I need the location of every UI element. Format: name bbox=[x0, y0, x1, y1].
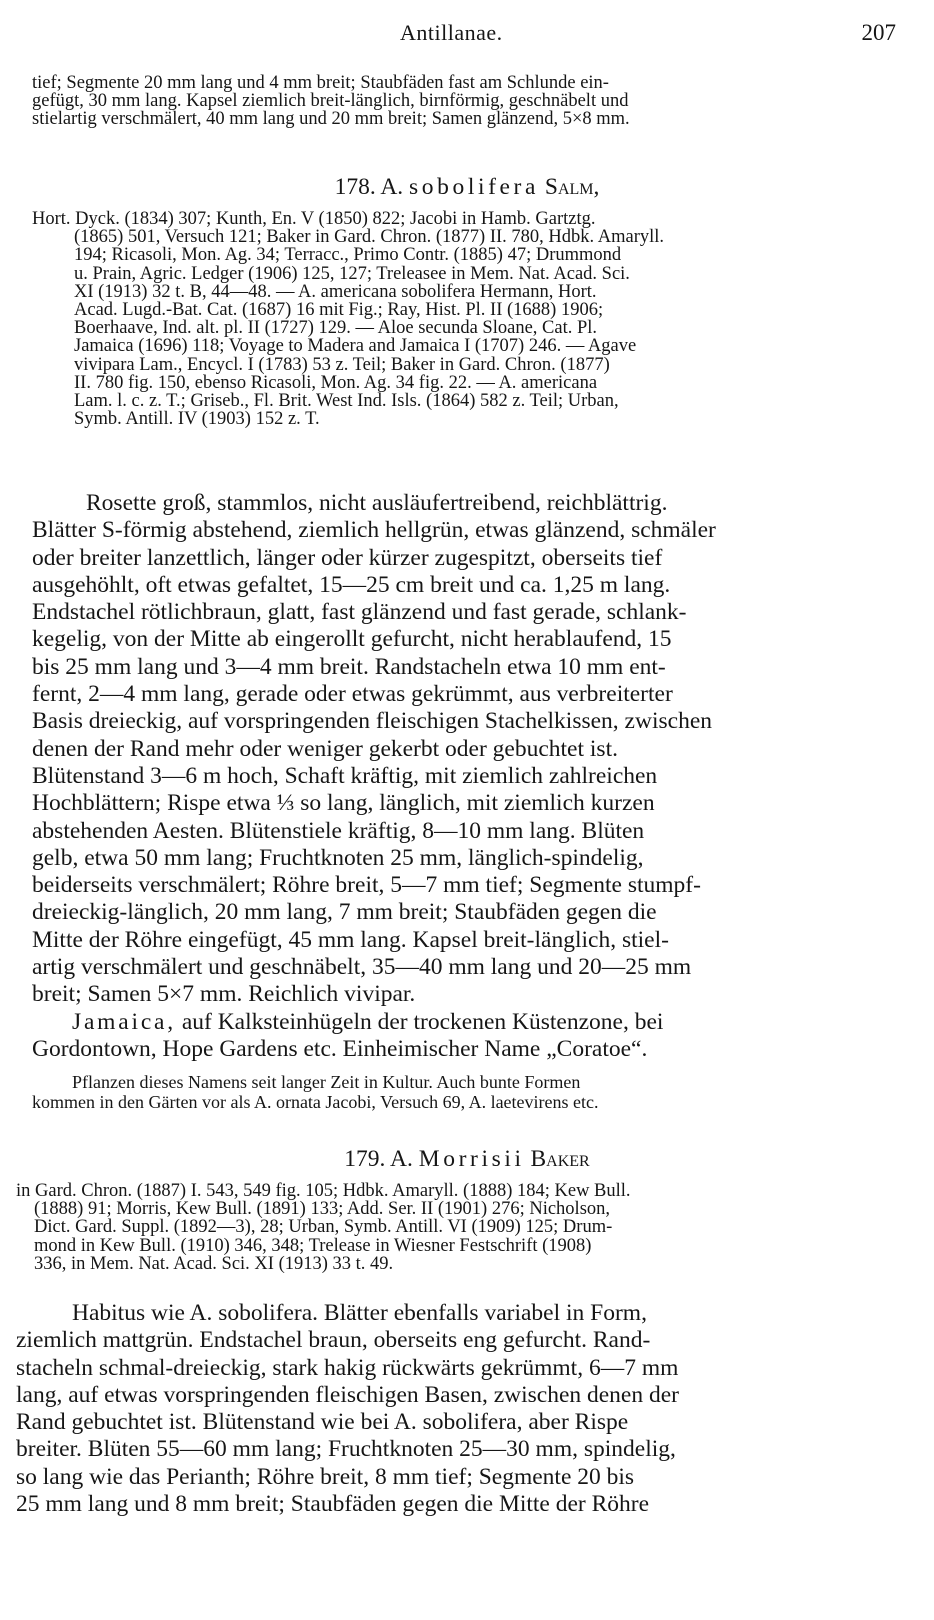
species-epithet: Morrisii bbox=[418, 1146, 525, 1172]
reference-line: Acad. Lugd.-Bat. Cat. (1687) 16 mit Fig.; Ray, Hist. Pl. II (1688) 1906; bbox=[74, 301, 604, 320]
description-line: Blätter S-förmig abstehend, ziemlich hellgrün, etwas glänzend, schmäler bbox=[32, 517, 716, 544]
description-line: Rosette groß, stammlos, nicht ausläufertreibend, reichblättrig. bbox=[86, 490, 668, 516]
references-178 bbox=[32, 210, 902, 428]
reference-line: in Gard. Chron. (1887) I. 543, 549 fig. 105; Hdbk. Amaryll. (1888) 184; Kew Bull. bbox=[16, 1182, 631, 1201]
species-author: Baker bbox=[530, 1146, 590, 1172]
description-line: denen der Rand mehr oder weniger gekerbt oder gebuchtet ist. bbox=[32, 735, 618, 762]
description-line: 25 mm lang und 8 mm breit; Staubfäden gegen die Mitte der Röhre bbox=[16, 1491, 650, 1518]
description-line: fernt, 2—4 mm lang, gerade oder etwas gekrümmt, aus verbreiterter bbox=[32, 681, 673, 708]
description-178 bbox=[32, 490, 904, 1063]
reference-line: (1888) 91; Morris, Kew Bull. (1891) 133; Add. Ser. II (1901) 276; Nicholson, bbox=[34, 1200, 611, 1219]
description-line: artig verschmälert und geschnäbelt, 35—40 mm lang und 20—25 mm bbox=[32, 954, 692, 981]
species-heading-179 bbox=[0, 1146, 934, 1173]
description-line: abstehenden Aesten. Blütenstiele kräftig, 8—10 mm lang. Blüten bbox=[32, 817, 645, 844]
description-179 bbox=[16, 1300, 904, 1518]
description-line: bis 25 mm lang und 3—4 mm breit. Randstacheln etwa 10 mm ent- bbox=[32, 653, 666, 680]
reference-line: II. 780 fig. 150, ebenso Ricasoli, Mon. Ag. 34 fig. 22. — A. americana bbox=[74, 373, 598, 393]
description-line: Habitus wie A. sobolifera. Blätter ebenfalls variabel in Form, bbox=[72, 1300, 647, 1326]
page-number: 207 bbox=[861, 20, 896, 45]
distribution-line bbox=[32, 1009, 904, 1036]
references-179 bbox=[16, 1182, 902, 1273]
reference-line: Symb. Antill. IV (1903) 152 z. T. bbox=[74, 410, 320, 429]
reference-line: mond in Kew Bull. (1910) 346, 348; Trelease in Wiesner Festschrift (1908) bbox=[34, 1236, 592, 1255]
species-author: Salm, bbox=[544, 174, 600, 200]
description-line: beiderseits verschmälert; Röhre breit, 5—7 mm tief; Segmente stumpf- bbox=[32, 872, 701, 899]
reference-line: Dict. Gard. Suppl. (1892—3), 28; Urban, Symb. Antill. VI (1909) 125; Drum- bbox=[34, 1218, 613, 1237]
description-line: Mitte der Röhre eingefügt, 45 mm lang. Kapsel breit-länglich, stiel- bbox=[32, 926, 669, 953]
species-genus: A. bbox=[380, 174, 404, 200]
description-line: so lang wie das Perianth; Röhre breit, 8 mm tief; Segmente 20 bis bbox=[16, 1463, 635, 1490]
description-line: breiter. Blüten 55—60 mm lang; Fruchtknoten 25—30 mm, spindelig, bbox=[16, 1436, 676, 1463]
intro-continuation bbox=[32, 74, 902, 129]
text-line: gefügt, 30 mm lang. Kapsel ziemlich breit-länglich, birnförmig, geschnäbelt und bbox=[32, 92, 629, 111]
species-number: 178. bbox=[334, 174, 376, 200]
description-line: Hochblättern; Rispe etwa ⅓ so lang, länglich, mit ziemlich kurzen bbox=[32, 790, 655, 817]
distribution-text: auf Kalksteinhügeln der trockenen Küstenzone, bei bbox=[181, 1008, 664, 1035]
distribution-place: Jamaica, bbox=[72, 1008, 176, 1035]
reference-line: Jamaica (1696) 118; Voyage to Madera and Jamaica I (1707) 246. — Agave bbox=[74, 337, 637, 356]
text-line: stielartig verschmälert, 40 mm lang und 20 mm breit; Samen glänzend, 5×8 mm. bbox=[32, 110, 630, 129]
distribution-line: Gordontown, Hope Gardens etc. Einheimischer Name „Coratoe“. bbox=[32, 1035, 648, 1062]
description-line: Rand gebuchtet ist. Blütenstand wie bei A. sobolifera, aber Rispe bbox=[16, 1409, 629, 1436]
species-number: 179. bbox=[344, 1146, 386, 1172]
note-line: kommen in den Gärten vor als A. ornata Jacobi, Versuch 69, A. laetevirens etc. bbox=[32, 1092, 599, 1112]
species-genus: A. bbox=[390, 1146, 413, 1172]
description-line: dreieckig-länglich, 20 mm lang, 7 mm breit; Staubfäden gegen die bbox=[32, 899, 657, 926]
note-line: Pflanzen dieses Namens seit langer Zeit in Kultur. Auch bunte Formen bbox=[72, 1072, 581, 1092]
running-head bbox=[0, 16, 934, 50]
description-line: kegelig, von der Mitte ab eingerollt gefurcht, nicht herablaufend, 15 bbox=[32, 626, 672, 653]
description-line: Endstachel rötlichbraun, glatt, fast glänzend und fast gerade, schlank- bbox=[32, 599, 687, 626]
reference-line: Boerhaave, Ind. alt. pl. II (1727) 129. — Aloe secunda Sloane, Cat. Pl. bbox=[74, 319, 598, 338]
description-line: ziemlich mattgrün. Endstachel braun, oberseits eng gefurcht. Rand- bbox=[16, 1327, 651, 1354]
reference-line: Hort. Dyck. (1834) 307; Kunth, En. V (1850) 822; Jacobi in Hamb. Gartztg. bbox=[32, 210, 596, 229]
note-178 bbox=[32, 1072, 904, 1112]
description-line: ausgehöhlt, oft etwas gefaltet, 15—25 cm breit und ca. 1,25 m lang. bbox=[32, 571, 671, 598]
reference-line: 194; Ricasoli, Mon. Ag. 34; Terracc., Primo Contr. (1885) 47; Drummond bbox=[74, 246, 622, 265]
reference-line: 336, in Mem. Nat. Acad. Sci. XI (1913) 33 t. 49. bbox=[34, 1254, 394, 1274]
reference-line: u. Prain, Agric. Ledger (1906) 125, 127; Treleasee in Mem. Nat. Acad. Sci. bbox=[74, 264, 630, 283]
description-line: Basis dreieckig, auf vorspringenden fleischigen Stachelkissen, zwischen bbox=[32, 708, 712, 735]
reference-line: XI (1913) 32 t. B, 44—48. — A. americana sobolifera Hermann, Hort. bbox=[74, 282, 597, 302]
description-line: stacheln schmal-dreieckig, stark hakig rückwärts gekrümmt, 6—7 mm bbox=[16, 1354, 679, 1381]
reference-line: vivipara Lam., Encycl. I (1783) 53 z. Teil; Baker in Gard. Chron. (1877) bbox=[74, 355, 610, 374]
description-line: lang, auf etwas vorspringenden fleischigen Basen, zwischen denen der bbox=[16, 1381, 679, 1408]
description-line: Blütenstand 3—6 m hoch, Schaft kräftig, mit ziemlich zahlreichen bbox=[32, 762, 658, 789]
description-line: oder breiter lanzettlich, länger oder kürzer zugespitzt, oberseits tief bbox=[32, 544, 663, 571]
running-title: Antillanae. bbox=[400, 20, 503, 45]
species-epithet: sobolifera bbox=[409, 174, 540, 200]
species-heading-178 bbox=[0, 174, 934, 201]
description-line: gelb, etwa 50 mm lang; Fruchtknoten 25 mm, länglich-spindelig, bbox=[32, 844, 644, 871]
description-line: breit; Samen 5×7 mm. Reichlich vivipar. bbox=[32, 981, 416, 1008]
reference-line: Lam. l. c. z. T.; Griseb., Fl. Brit. West Ind. Isls. (1864) 582 z. Teil; Urban, bbox=[74, 392, 619, 411]
text-line: tief; Segmente 20 mm lang und 4 mm breit; Staubfäden fast am Schlunde ein- bbox=[32, 74, 609, 93]
reference-line: (1865) 501, Versuch 121; Baker in Gard. Chron. (1877) II. 780, Hdbk. Amaryll. bbox=[74, 228, 665, 247]
